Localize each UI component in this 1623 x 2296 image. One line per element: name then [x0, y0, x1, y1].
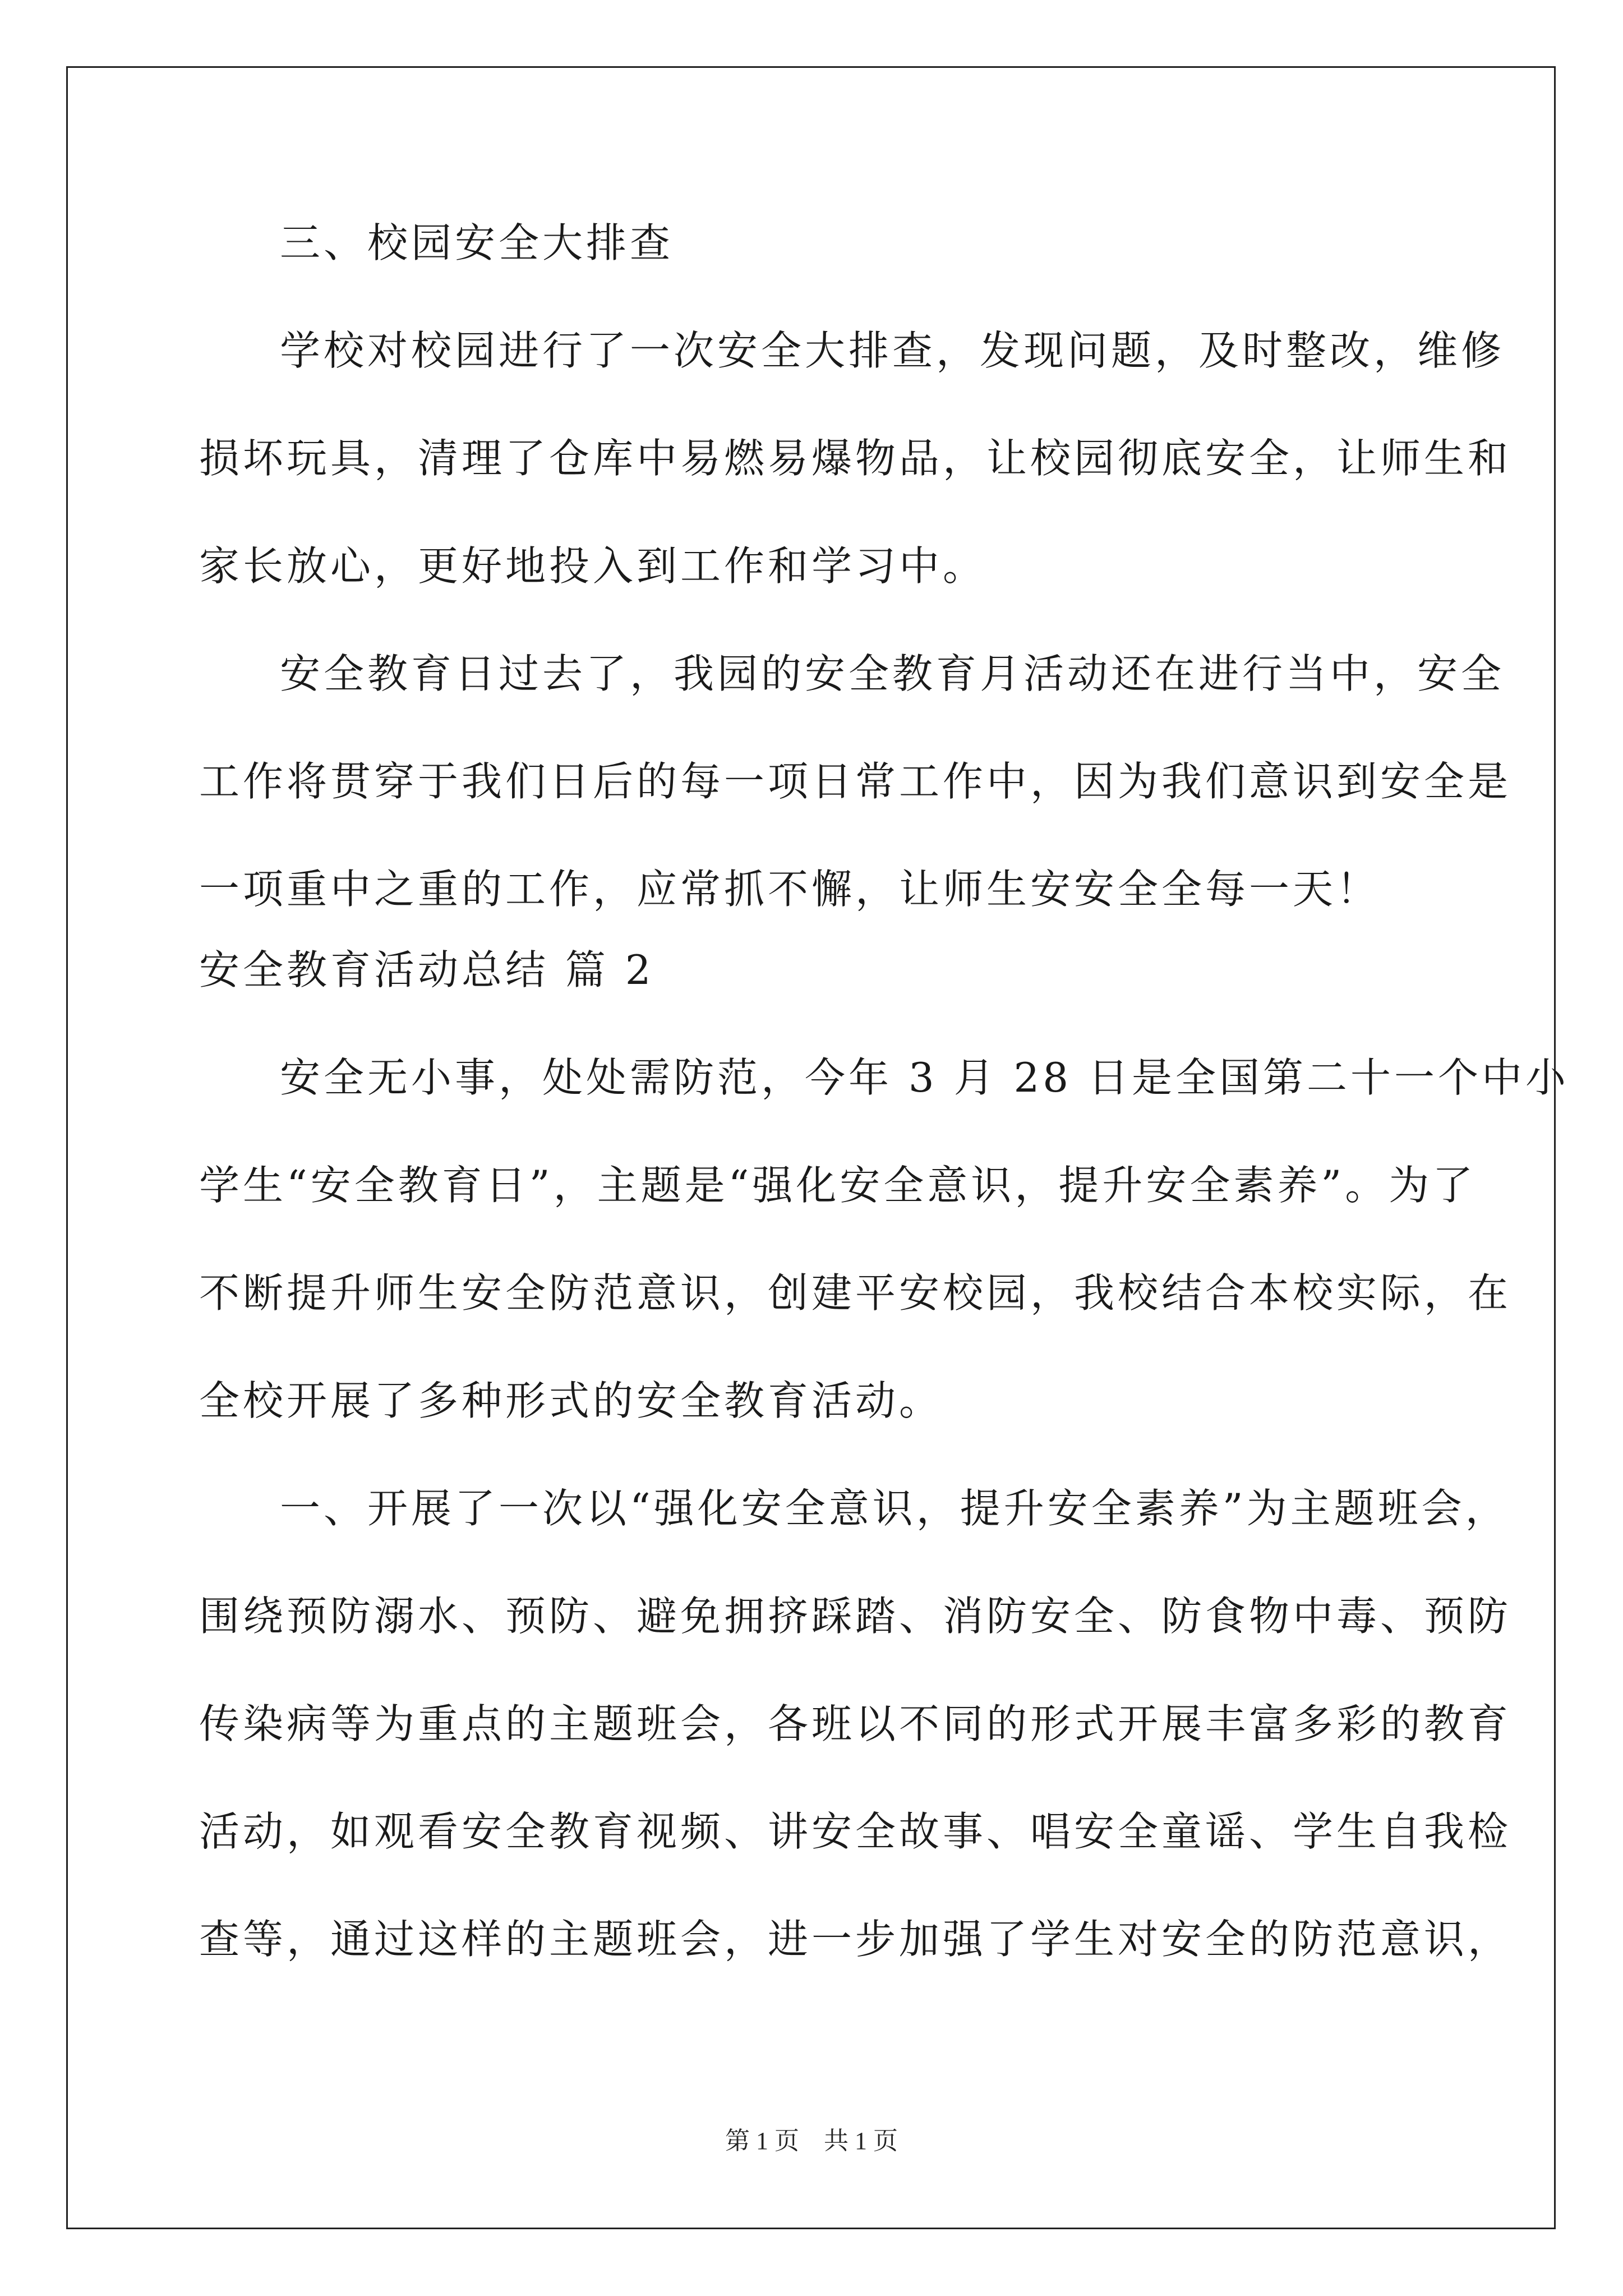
paragraph-line: 不断提升师生安全防范意识，创建平安校园，我校结合本校实际，在	[199, 1269, 1512, 1317]
paragraph-line: 全校开展了多种形式的安全教育活动。	[199, 1377, 943, 1424]
paragraph-line: 损坏玩具，清理了仓库中易燃易爆物品，让校园彻底安全，让师生和	[199, 435, 1512, 482]
paragraph-line: 安全教育日过去了，我园的安全教育月活动还在进行当中，安全	[280, 650, 1505, 697]
paragraph-line: 安全无小事，处处需防范，今年 3 月 28 日是全国第二十一个中小	[280, 1054, 1569, 1101]
paragraph-line: 一、开展了一次以“强化安全意识，提升安全素养”为主题班会，	[280, 1485, 1509, 1532]
paragraph-line: 家长放心，更好地投入到工作和学习中。	[199, 542, 987, 590]
paragraph-line: 学校对校园进行了一次安全大排查，发现问题，及时整改，维修	[280, 327, 1505, 374]
paragraph-line: 查等，通过这样的主题班会，进一步加强了学生对安全的防范意识，	[199, 1916, 1512, 1963]
paragraph-line: 活动，如观看安全教育视频、讲安全故事、唱安全童谣、学生自我检	[199, 1808, 1512, 1855]
page-number-footer: 第 1 页 共 1 页	[725, 2127, 898, 2155]
section-heading: 三、校园安全大排查	[280, 219, 674, 266]
paragraph-line: 一项重中之重的工作，应常抓不懈，让师生安安全全每一天！	[199, 866, 1381, 913]
paragraph-line: 工作将贯穿于我们日后的每一项日常工作中，因为我们意识到安全是	[199, 758, 1512, 805]
paragraph-line: 围绕预防溺水、预防、避免拥挤踩踏、消防安全、防食物中毒、预防	[199, 1593, 1512, 1640]
document-body	[199, 216, 1569, 1966]
paragraph-line: 传染病等为重点的主题班会，各班以不同的形式开展丰富多彩的教育	[199, 1700, 1512, 1747]
article-heading: 安全教育活动总结 篇 2	[199, 946, 654, 993]
paragraph-line: 学生“安全教育日”，主题是“强化安全意识，提升安全素养”。为了	[199, 1162, 1477, 1209]
